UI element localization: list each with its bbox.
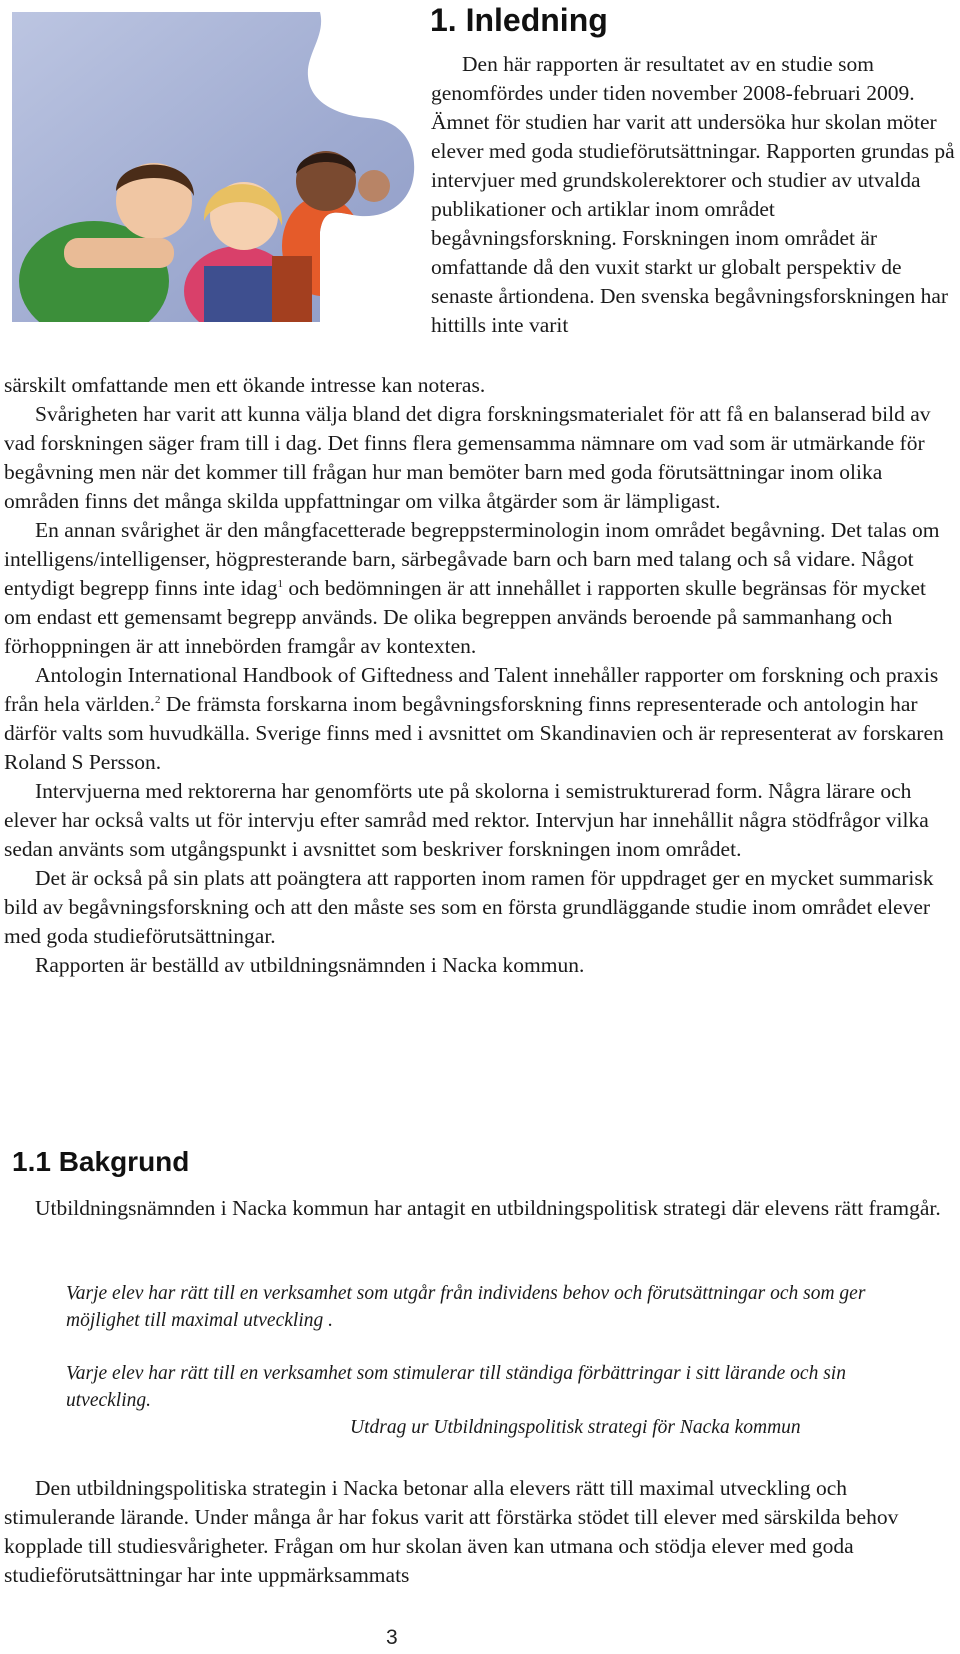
paragraph-interviews: Intervjuerna med rektorerna har genomförts ute på skolorna i semistrukturerad form. Några lärare och elever har också valts ut för intervju efter samråd med rektor. Intervjun har innehållit några stödfrågor vilka sedan använts som utgångspunkt i avsnittet som beskriver forskningen inom området. [4, 779, 929, 861]
strategy-quotes [66, 1280, 926, 1441]
quote-1: Varje elev har rätt till en verksamhet som utgår från individens behov och förutsättningar och som ger möjlighet till maximal utveckling . [66, 1283, 866, 1331]
puzzle-children-image [4, 6, 424, 336]
paragraph-commission: Rapporten är beställd av utbildningsnämnden i Nacka kommun. [35, 953, 585, 977]
body-text [4, 371, 952, 980]
bakgrund-intro-wrap [4, 1194, 952, 1223]
final-wrap [4, 1474, 952, 1590]
chapter-heading: 1. Inledning [430, 2, 608, 38]
paragraph-difficulty: Svårigheten har varit att kunna välja bland det digra forskningsmaterialet för att få en balanserad bild av vad forskningen säger fram till i dag. Det finns flera gemensamma nämnare om vad som är utmärkande för begåvning men när det kommer till frågan hur man bemöter barn med goda förutsättningar inom olika områden finns det många skilda uppfattningar om vilka åtgärder som är lämpligast. [4, 402, 931, 513]
final-paragraph: Den utbildningspolitiska strategin i Nacka betonar alla elevers rätt till maximal utveckling och stimulerande lärande. Under många år har fokus varit att förstärka stödet till elever med särskilda behov kopplade till studiesvårigheter. Frågan om hur skolan även kan utmana och stödja elever med goda studieförutsättningar har inte uppmärksammats [4, 1476, 899, 1587]
intro-continuation: särskilt omfattande men ett ökande intresse kan noteras. [4, 373, 486, 397]
quote-attribution: Utdrag ur Utbildningspolitisk strategi för Nacka kommun [350, 1417, 801, 1438]
intro-paragraph: Den här rapporten är resultatet av en studie som genomfördes under tiden november 2008-februari 2009. Ämnet för studien har varit att undersöka hur skolan möter elever med goda studieförutsättningar. Rapporten grundas på intervjuer med grundskolerektorer och studier av utvalda publikationer och artiklar inom området begåvningsforskning. Forskningen inom området är omfattande då den vuxit starkt ur globalt perspektiv de senaste årtiondena. Den svenska begåvningsforskningen har hittills inte varit [431, 52, 955, 337]
quote-2: Varje elev har rätt till en verksamhet som stimulerar till ständiga förbättringar i sitt lärande och sin utveckling. [66, 1363, 846, 1411]
footnote-ref-2: 2 [155, 693, 161, 706]
bakgrund-intro: Utbildningsnämnden i Nacka kommun har antagit en utbildningspolitisk strategi där elevens rätt framgår. [35, 1196, 941, 1220]
paragraph-anthology: Antologin International Handbook of Giftedness and Talent innehåller rapporter om forskning och praxis från hela världen.$^2$ De främsta forskarna inom begåvningsforskning finns representerade och antologin har därför valts som huvudkälla. Sverige finns med i avsnittet om Skandinavien och är representerat av forskaren Roland S Persson. [4, 663, 944, 774]
page-number: 3 [386, 1626, 398, 1649]
paragraph-terminology: En annan svårighet är den mångfacetterade begreppsterminologin inom området begåvning. Det talas om intelligens/intelligenser, högpresterande barn, särbegåvade barn och barn med talang och så vidare. Något entydigt begrepp finns inte idag$^1$ och bedömningen är att innehållet i rapporten skulle begränsas för mycket om endast ett gemensamt begrepp används. De olika begreppen används beroende på sammanhang och förhoppningen är att innebörden framgår av kontexten. [4, 518, 940, 658]
section-heading-bakgrund: 1.1 Bakgrund [12, 1146, 190, 1177]
paragraph-summary: Det är också på sin plats att poängtera att rapporten inom ramen för uppdraget ger en mycket summarisk bild av begåvningsforskning och att den måste ses som en första grundläggande studie inom området elever med goda studieförutsättningar. [4, 866, 934, 948]
intro-wrap [431, 50, 960, 340]
footnote-ref-1: 1 [277, 577, 283, 590]
